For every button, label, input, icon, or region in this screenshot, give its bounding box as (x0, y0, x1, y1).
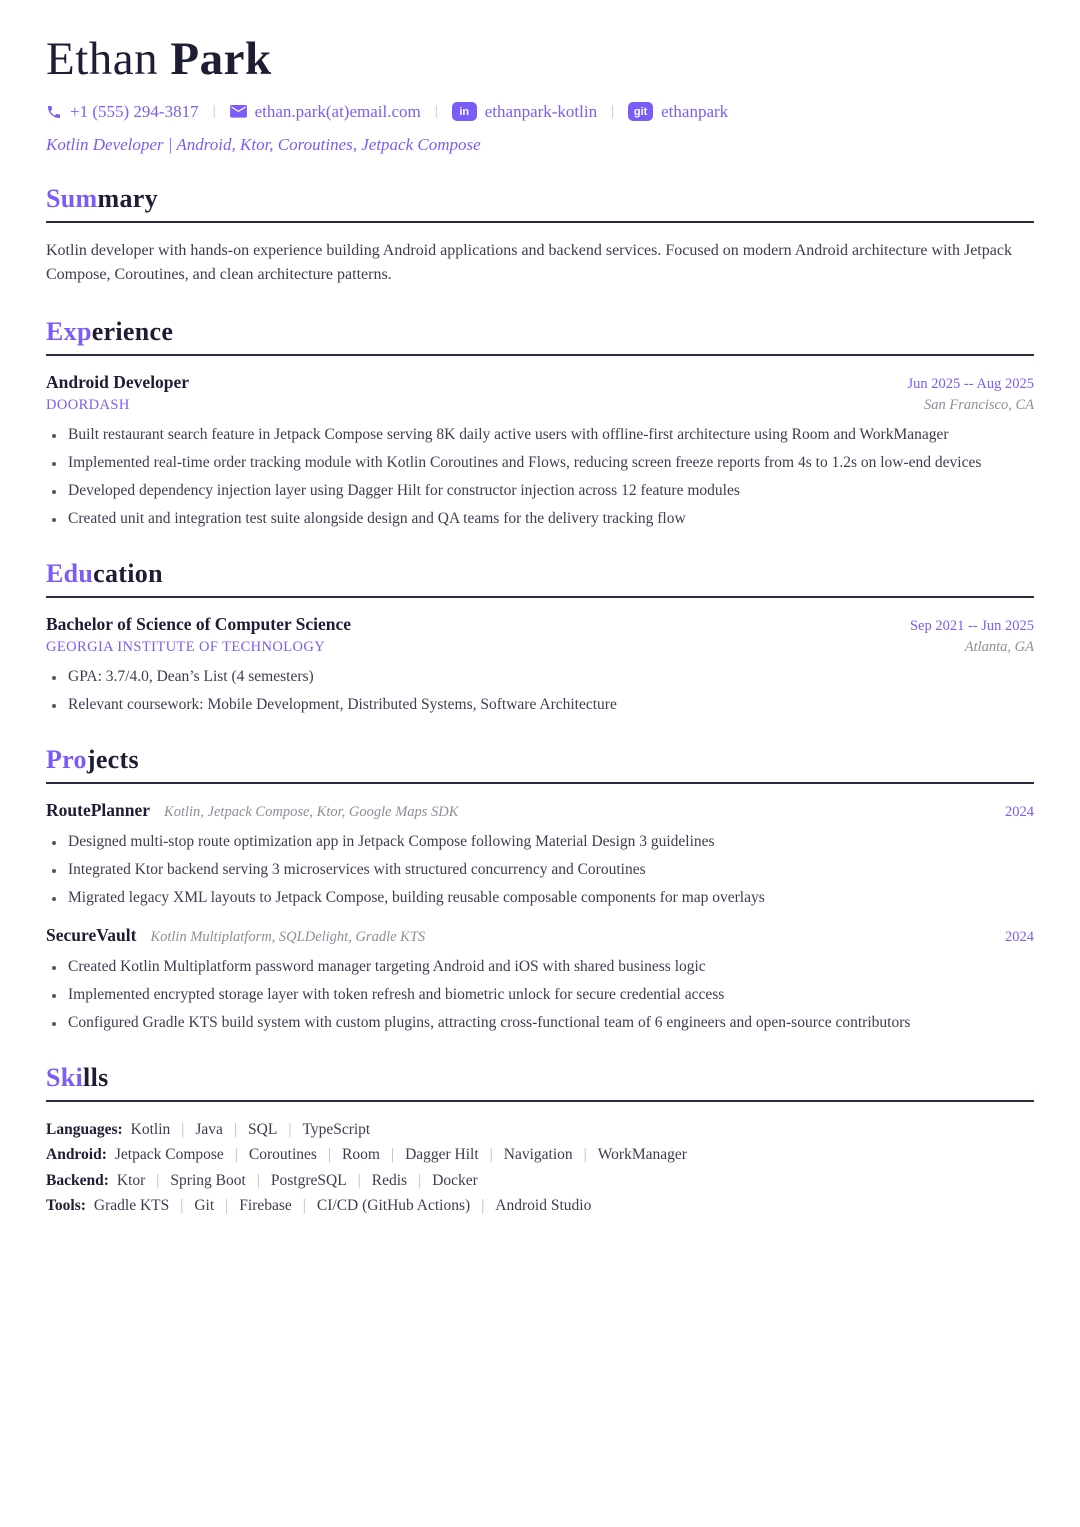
skill-label: Tools: (46, 1196, 86, 1214)
projects-heading (46, 745, 1034, 784)
project-bullets (66, 956, 1034, 1034)
phone-contact[interactable] (46, 102, 199, 122)
person-name (46, 34, 1034, 86)
linkedin-contact[interactable] (452, 102, 597, 122)
skill-item: | Room (317, 1146, 380, 1163)
job-location: San Francisco, CA (924, 397, 1034, 414)
contact-separator (611, 103, 614, 120)
project-bullet: • Migrated legacy XML layouts to Jetpack Compose, building reusable composable components for map overlays (66, 887, 1034, 909)
skill-item: | Docker (407, 1172, 478, 1189)
project-entry (46, 925, 1034, 1034)
heading-accent: Ski (46, 1063, 84, 1093)
experience-heading (46, 317, 1034, 356)
skill-item: Kotlin (130, 1121, 171, 1139)
job-bullet: • Built restaurant search feature in Jetpack Compose serving 8K daily active users with offline-first architecture using Room and WorkManager (66, 424, 1034, 446)
tagline: Kotlin Developer | Android, Ktor, Coroutines, Jetpack Compose (46, 134, 481, 154)
skill-label: Android: (46, 1146, 107, 1164)
github-handle: ethanpark (661, 101, 729, 121)
skill-row-backend (46, 1168, 1034, 1193)
skill-item: Gradle KTS (93, 1196, 170, 1214)
first-name: Ethan (46, 33, 159, 85)
job-entry (46, 372, 1034, 530)
project-bullet: • Designed multi-stop route optimization app in Jetpack Compose following Material Design 3 guidelines (66, 831, 1034, 853)
last-name: Park (170, 33, 272, 85)
skill-item: | Git (169, 1197, 214, 1214)
skill-item: | Android Studio (470, 1197, 591, 1214)
heading-rest: jects (86, 745, 139, 775)
heading-rest: cation (93, 559, 163, 589)
linkedin-handle: ethanpark-kotlin (484, 101, 598, 121)
skill-item: | Navigation (479, 1146, 573, 1163)
skill-label: Backend: (46, 1171, 109, 1189)
skill-item: | WorkManager (573, 1146, 687, 1163)
job-bullet: • Developed dependency injection layer using Dagger Hilt for constructor injection across 12 feature modules (66, 480, 1034, 502)
skill-item: | CI/CD (GitHub Actions) (292, 1197, 470, 1214)
skill-row-android (46, 1142, 1034, 1167)
heading-accent: Exp (46, 317, 92, 347)
education-heading (46, 559, 1034, 598)
project-stack: Kotlin Multiplatform, SQLDelight, Gradle KTS (150, 929, 426, 946)
school-bullet: • Relevant coursework: Mobile Development, Distributed Systems, Software Architecture (66, 694, 1034, 716)
project-name: RoutePlanner (46, 800, 151, 821)
school-entry (46, 614, 1034, 716)
skill-item: Ktor (116, 1171, 146, 1189)
summary-section (46, 184, 1034, 289)
school-bullets (66, 666, 1034, 716)
skill-row-tools (46, 1193, 1034, 1218)
school-dates: Sep 2021 -- Jun 2025 (909, 618, 1034, 635)
heading-accent: Edu (46, 559, 94, 589)
education-section (46, 559, 1034, 716)
project-bullet: • Configured Gradle KTS build system with custom plugins, attracting cross-functional team of 6 engineers and open-source contributors (66, 1012, 1034, 1034)
contact-row (46, 102, 1034, 122)
contact-separator (435, 103, 438, 120)
job-bullet: • Created unit and integration test suite alongside design and QA teams for the delivery tracking flow (66, 508, 1034, 530)
email-address: ethan.park(at)email.com (254, 101, 421, 121)
project-name: SecureVault (46, 925, 137, 946)
skill-item: | SQL (223, 1121, 277, 1138)
skill-label: Languages: (46, 1121, 123, 1139)
skill-item: Jetpack Compose (114, 1146, 224, 1164)
skill-item: | TypeScript (277, 1121, 370, 1138)
school-bullet: • GPA: 3.7/4.0, Dean’s List (4 semesters) (66, 666, 1034, 688)
experience-section (46, 317, 1034, 530)
github-icon: git (628, 102, 653, 121)
heading-rest: erience (91, 317, 174, 347)
heading-rest: lls (83, 1063, 109, 1093)
github-contact[interactable] (628, 102, 728, 122)
phone-number: +1 (555) 294-3817 (70, 101, 199, 121)
skill-item: | Dagger Hilt (380, 1146, 479, 1163)
project-bullet: • Created Kotlin Multiplatform password manager targeting Android and iOS with shared business logic (66, 956, 1034, 978)
skills-heading (46, 1063, 1034, 1102)
contact-separator (213, 103, 216, 120)
project-stack: Kotlin, Jetpack Compose, Ktor, Google Maps SDK (164, 804, 459, 821)
heading-accent: Sum (46, 183, 98, 213)
job-dates: Jun 2025 -- Aug 2025 (907, 376, 1034, 393)
skills-section (46, 1063, 1034, 1217)
skill-item: | Redis (347, 1172, 407, 1189)
project-year: 2024 (1005, 804, 1034, 821)
skill-item: | Spring Boot (145, 1172, 245, 1189)
school-location: Atlanta, GA (964, 639, 1034, 656)
skill-item: | Java (170, 1121, 223, 1138)
summary-text: Kotlin developer with hands-on experience building Android applications and backend services. Focused on modern Android architecture with Jetpack Compose, Coroutines, and clean architecture patterns. (46, 241, 1012, 284)
skill-item: | Coroutines (224, 1146, 317, 1163)
job-bullets (66, 424, 1034, 530)
email-contact[interactable] (230, 102, 421, 122)
phone-icon (46, 104, 62, 120)
job-company: DOORDASH (46, 397, 130, 414)
summary-heading (46, 184, 1034, 223)
job-bullet: • Implemented real-time order tracking module with Kotlin Coroutines and Flows, reducing screen freeze reports from 4s to 1.2s on low-end devices (66, 452, 1034, 474)
project-bullets (66, 831, 1034, 909)
linkedin-icon: in (452, 102, 477, 121)
project-entry (46, 800, 1034, 909)
mail-icon (230, 105, 247, 119)
heading-accent: Pro (46, 745, 87, 775)
project-year: 2024 (1005, 929, 1034, 946)
project-bullet: • Implemented encrypted storage layer with token refresh and biometric unlock for secure credential access (66, 984, 1034, 1006)
project-bullet: • Integrated Ktor backend serving 3 microservices with structured concurrency and Coroutines (66, 859, 1034, 881)
job-title: Android Developer (46, 372, 190, 393)
skill-row-languages (46, 1117, 1034, 1142)
degree-title: Bachelor of Science of Computer Science (46, 614, 352, 635)
skill-item: | Firebase (214, 1197, 292, 1214)
skill-item: | PostgreSQL (246, 1172, 347, 1189)
projects-section (46, 745, 1034, 1034)
school-name: GEORGIA INSTITUTE OF TECHNOLOGY (46, 639, 326, 656)
heading-rest: mary (97, 183, 158, 213)
